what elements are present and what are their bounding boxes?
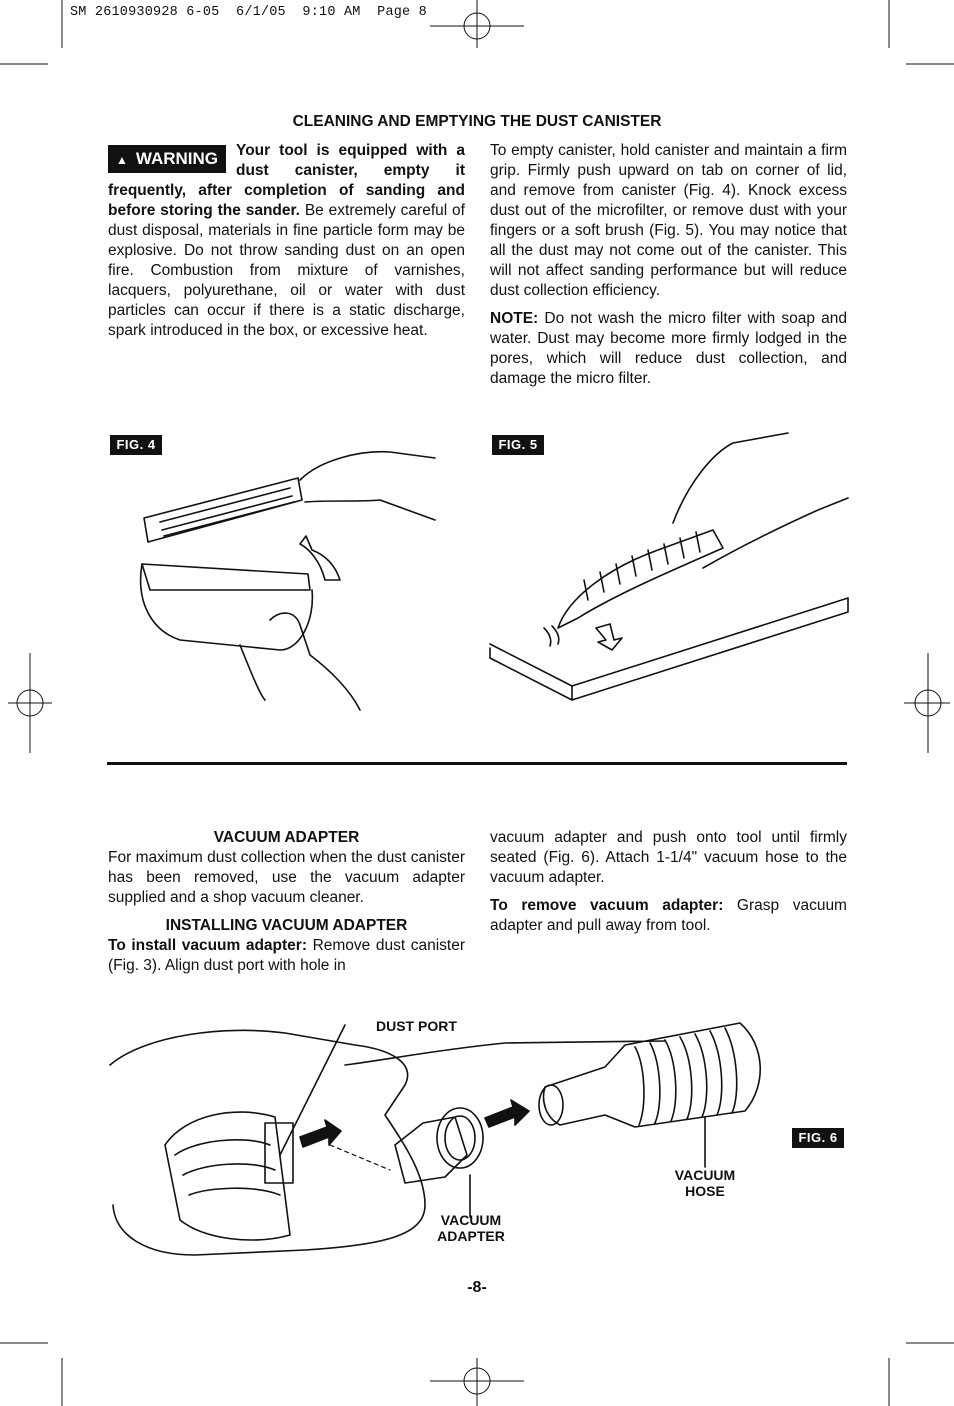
section-heading-dust-canister: CLEANING AND EMPTYING THE DUST CANISTER xyxy=(292,113,662,130)
registration-mark-top xyxy=(430,0,524,48)
warning-triangle-icon: ▲ xyxy=(115,153,128,167)
fig4-tag: FIG. 4 xyxy=(110,435,162,455)
remove-paragraph xyxy=(490,896,847,936)
fig5-illustration xyxy=(488,428,858,708)
vacuum-hose-label xyxy=(664,1167,746,1199)
section-divider xyxy=(107,762,847,765)
emptying-column xyxy=(490,141,847,397)
install-label: To install vacuum adapter: xyxy=(108,937,307,954)
vacuum-hose-label-line2: HOSE xyxy=(685,1183,725,1199)
vacuum-adapter-label-line2: ADAPTER xyxy=(437,1228,505,1244)
registration-mark-left xyxy=(8,653,52,753)
note-label: NOTE: xyxy=(490,310,539,327)
fig5-tag: FIG. 5 xyxy=(492,435,544,455)
dust-port-label: DUST PORT xyxy=(376,1018,457,1034)
canister-shell xyxy=(141,564,313,650)
canister-lid xyxy=(144,478,302,542)
vacuum-adapter xyxy=(395,1117,467,1183)
note-paragraph xyxy=(490,309,847,389)
table-surface xyxy=(490,598,848,686)
registration-mark-bottom xyxy=(430,1358,524,1406)
vacuum-hose xyxy=(544,1023,761,1127)
sander-body xyxy=(110,1030,425,1255)
lower-hand xyxy=(240,613,360,710)
insert-arrow-icon-1 xyxy=(300,1120,341,1147)
install-body: Remove dust canister (Fig. 3). Align dust port with hole in xyxy=(108,937,465,974)
vacuum-adapter-heading: VACUUM ADAPTER xyxy=(213,829,360,846)
install-continuation: vacuum adapter and push onto tool until firmly seated (Fig. 6). Attach 1-1/4" vacuum hose to the vacuum adapter. xyxy=(490,829,847,886)
warning-badge xyxy=(108,145,226,173)
vacuum-adapter-label xyxy=(430,1212,512,1244)
knock-arrow-icon xyxy=(596,624,622,650)
vacuum-hose-label-line1: VACUUM xyxy=(674,1167,736,1183)
registration-mark-right xyxy=(904,653,950,753)
remove-body: Grasp vacuum adapter and pull away from tool. xyxy=(490,897,847,934)
vacuum-adapter-intro: For maximum dust collection when the dust canister has been removed, use the vacuum adapter supplied and a shop vacuum cleaner. xyxy=(108,849,465,906)
insert-arrow-icon-2 xyxy=(485,1100,529,1127)
warning-column xyxy=(108,141,465,341)
page-number: -8- xyxy=(467,1279,487,1296)
upper-hand xyxy=(300,452,435,520)
vacuum-adapter-column-left xyxy=(108,828,465,984)
warning-body-text: Be extremely careful of dust disposal, materials in fine particle form may be explosive. Do not throw sanding dust on an open fire. Combustion from mixture of varnishes, lacquers, polyurethane, oil or water with dust particles can occur if there is a static discharge, spark introduced in the box, or excessive heat. xyxy=(108,202,465,339)
installing-heading: INSTALLING VACUUM ADAPTER xyxy=(165,917,408,934)
vacuum-adapter-label-line1: VACUUM xyxy=(440,1212,502,1228)
fig4-illustration xyxy=(130,440,450,740)
fig6-tag: FIG. 6 xyxy=(792,1128,844,1148)
note-body: Do not wash the micro filter with soap and water. Dust may become more firmly lodged in the pores, which will reduce dust collection, and damage the micro filter. xyxy=(490,310,847,387)
remove-label: To remove vacuum adapter: xyxy=(490,897,724,914)
emptying-instructions: To empty canister, hold canister and maintain a firm grip. Firmly push upward on tab on corner of lid, and remove from canister (Fig. 4). Knock excess dust out of the microfilter, or remove dust with your fingers or a soft brush (Fig. 5). You may notice that all the dust may not come out of the canister. This will not affect sanding performance but will reduce dust collection efficiency. xyxy=(490,142,847,299)
canister-body xyxy=(142,564,310,590)
warning-label: WARNING xyxy=(135,149,219,168)
print-slug: SM 2610930928 6-05 6/1/05 9:10 AM Page 8 xyxy=(70,5,427,20)
vacuum-adapter-column-right xyxy=(490,828,847,944)
install-paragraph xyxy=(108,936,465,976)
warning-lead-text: Your tool is equipped with a dust canister, empty it frequently, after completion of sanding and before storing the sander. xyxy=(108,142,465,219)
